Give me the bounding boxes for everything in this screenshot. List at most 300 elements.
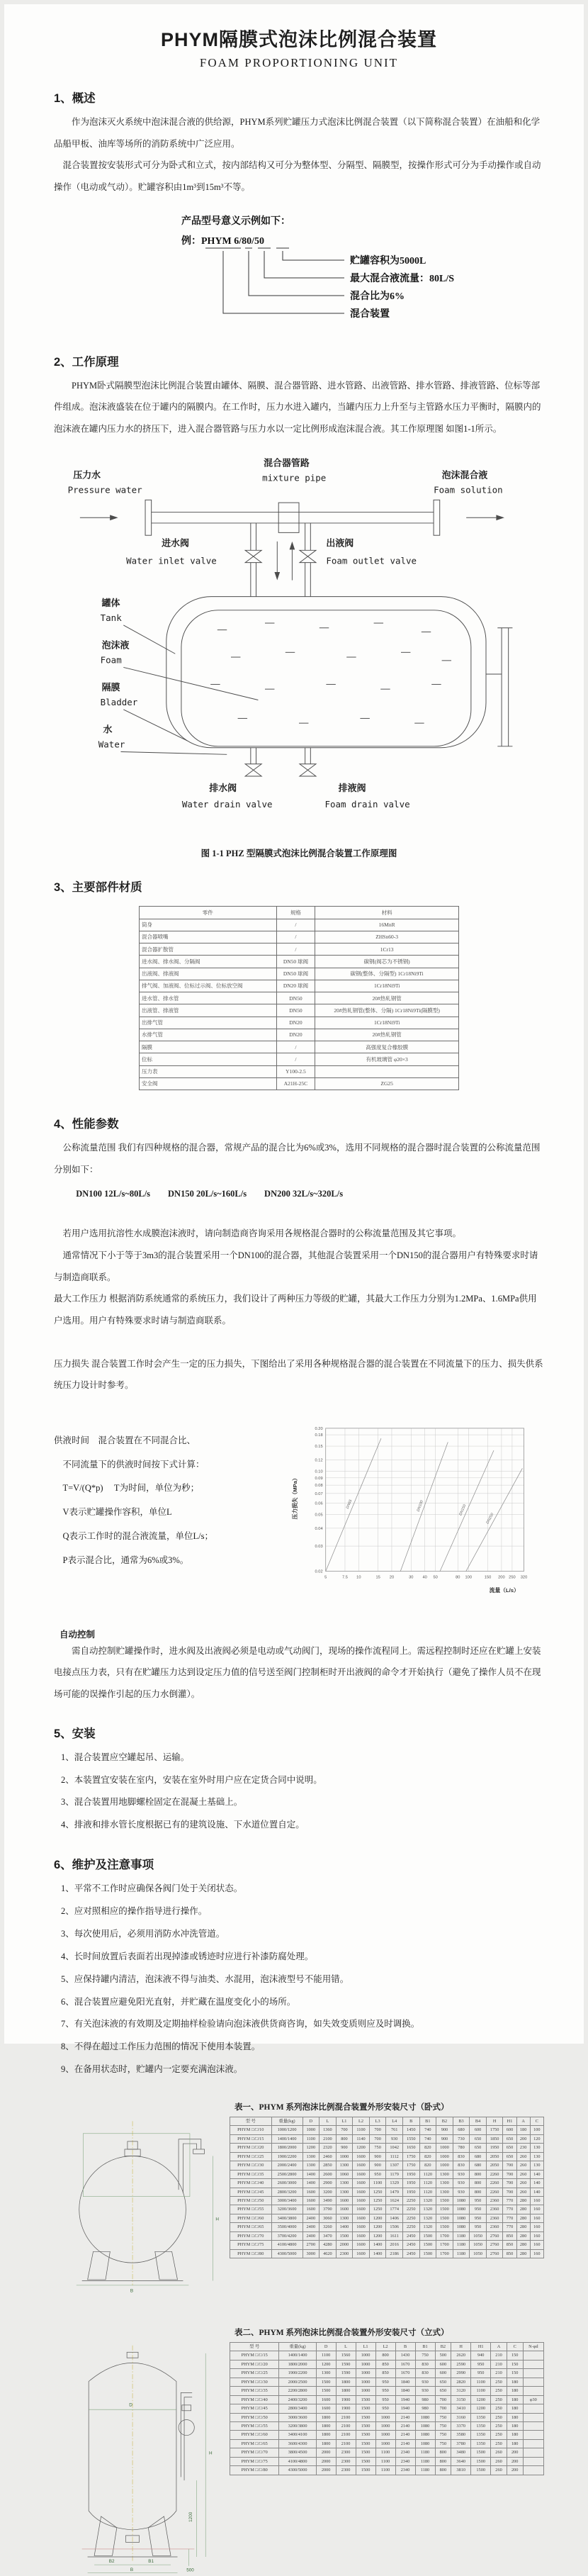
cell: 1500 — [356, 2395, 375, 2404]
cell: 1080 — [415, 2421, 435, 2430]
table-row — [230, 2144, 544, 2152]
column-header: 型 号 — [230, 2117, 272, 2126]
x-tick-label: 40 — [422, 1575, 427, 1580]
cell: 1100 — [375, 2448, 395, 2457]
cell: 2340 — [395, 2466, 415, 2475]
list-item: 5、应保持罐内清洁，泡沫液不得与油类、水混用，泡沫液型号不能用错。 — [61, 1973, 349, 1984]
table-row — [230, 2431, 544, 2439]
list-item: 7、有关泡沫液的有效期及定期抽样检验请向泡沫液供货商咨询，如失效变质则应及时调换。 — [61, 2019, 420, 2029]
cell: 2100 — [320, 2134, 337, 2143]
cell: 1100 — [316, 2351, 336, 2360]
cell: 1Cr13 — [315, 943, 459, 956]
svg-text:B: B — [130, 2288, 134, 2294]
cell: 2460 — [320, 2152, 337, 2161]
cell: 1100 — [375, 2466, 395, 2475]
cell: 1600 — [303, 2196, 320, 2205]
cell: 700 — [369, 2126, 386, 2134]
table-row — [230, 2126, 544, 2134]
cell: 830 — [415, 2369, 435, 2378]
cell: 1350 — [471, 2413, 491, 2421]
cell: 250 — [491, 2395, 507, 2404]
cell: 2250 — [402, 2196, 419, 2205]
dim-label-b1: B1 — [148, 2558, 154, 2564]
cell: 出排气管 — [140, 1017, 277, 1029]
cell: 930 — [415, 2387, 435, 2395]
cell: DN20 — [276, 1017, 315, 1029]
table-row — [140, 980, 459, 992]
column-header: H1 — [503, 2117, 516, 2126]
cell: 2800/3200 — [271, 2188, 303, 2196]
cell: 180 — [516, 2126, 530, 2134]
section-overview-heading: 1、概述 — [54, 92, 96, 105]
cell: 800 — [470, 2170, 487, 2178]
cell: 1350 — [471, 2439, 491, 2448]
cell: 1900/2200 — [279, 2369, 316, 2378]
cell: 280 — [516, 2249, 530, 2258]
supply-time-block — [54, 1399, 288, 1573]
section-principle-heading: 2、工作原理 — [54, 355, 119, 369]
section-performance-heading: 4、性能参数 — [54, 1118, 119, 1131]
performance-p4: 最大工作压力 根据消防系统通常的系统压力，我们设计了两种压力等级的贮罐，其最大工作压力分别为1.2MPa、1.6MPa供用户选用。用户有特殊要求时请与制造商联系。 — [54, 1294, 537, 1326]
cell: 1800 — [316, 2431, 336, 2439]
cell: 2300 — [336, 2448, 356, 2457]
pressure-water-label-en: Pressure water — [67, 485, 142, 496]
x-tick-label: 320 — [520, 1575, 528, 1580]
series-line-DN100 — [400, 1442, 448, 1571]
list-item: 2、本装置宜安装在室内，安装在室外时用户应在定货合同中说明。 — [61, 1774, 322, 1785]
auto-control-paragraph: 需自动控制贮罐操作时，进水阀及出液阀必须是电动或气动阀门，现场的操作流程同上。需远程控制时还应在贮罐上安装电接点压力表，只有在贮罐压力达到设定压力值的信号送至阀门控制柜时开出液阀的命令才开始执行（避免了操作人员不在现场可能的误操作引起的压力水倒灌）。 — [54, 1645, 541, 1699]
cell: PHYM □/□/40 — [230, 2395, 279, 2404]
cell: 250 — [491, 2387, 507, 2395]
foam-drain-label-cn: 排液阀 — [338, 783, 366, 794]
cell: 2620 — [451, 2351, 471, 2360]
auto-control-heading: 自动控制 — [60, 1629, 96, 1640]
cell: 1200 — [303, 2144, 320, 2152]
water-label-en: Water — [98, 739, 125, 751]
cell: 1600 — [303, 2205, 320, 2214]
cell: 180 — [507, 2387, 523, 2395]
cell: 260 — [491, 2466, 507, 2475]
table-row — [230, 2170, 544, 2178]
cell: 800 — [375, 2351, 395, 2360]
cell: 4100/4800 — [271, 2241, 303, 2249]
y-tick-label: 0.02 — [315, 1569, 323, 1574]
cell: 750 — [435, 2431, 451, 2439]
cell: PHYM □/□/25 — [230, 2369, 279, 2378]
cell: 20#热轧钢管(整体、分隔) 1Cr18Ni9Ti(隔膜型) — [315, 1004, 459, 1017]
cell: 1080 — [453, 2196, 470, 2205]
cell: 260 — [516, 2188, 530, 2196]
cell: 210 — [491, 2369, 507, 2378]
cell: 1400 — [369, 2241, 386, 2249]
callout-volume: 贮罐容积为5000L — [350, 255, 426, 267]
cell: 2450 — [402, 2249, 419, 2258]
cell: 筒身 — [140, 919, 277, 931]
model-example-text: 例：PHYM 6/80/50 — [181, 235, 265, 247]
cell: 160 — [530, 2205, 543, 2214]
table-row — [140, 1053, 459, 1065]
water-inlet-label-en: Water inlet valve — [126, 555, 217, 566]
list-item: 3、混合装置用地脚螺栓固定在混凝土基础上。 — [61, 1797, 243, 1808]
cell: PHYM □/□/50 — [230, 2196, 272, 2205]
y-tick-label: 0.18 — [315, 1433, 323, 1438]
cell: 950 — [375, 2378, 395, 2386]
y-tick-label: 0.10 — [315, 1469, 323, 1474]
cell: 2450 — [402, 2241, 419, 2249]
document-page — [4, 4, 584, 2573]
cell — [523, 2421, 543, 2430]
cell: 280 — [516, 2205, 530, 2214]
cell: 1100 — [471, 2378, 491, 2386]
cell: 950 — [369, 2170, 386, 2178]
cell: 1320 — [419, 2205, 436, 2214]
cell: 1950 — [486, 2144, 503, 2152]
cell: 3000/3400 — [271, 2196, 303, 2205]
cell: 1940 — [395, 2395, 415, 2404]
overview-paragraph-2: 混合装置按安装形式可分为卧式和立式，按内部结构又可分为整体型、分隔型、隔膜型，按操作形式可分为手动操作或自动操作（电动或气动）。贮罐容积由1m³到15m³不等。 — [54, 160, 541, 192]
section-materials-heading: 3、主要部件材质 — [54, 881, 142, 895]
list-item: 1、混合装置应空罐起吊、运输。 — [61, 1752, 190, 1762]
callout-line-volume — [283, 251, 344, 260]
cell: 16MnR — [315, 919, 459, 931]
table-row — [230, 2466, 544, 2475]
cell: 1600 — [353, 2196, 370, 2205]
cell: 1800 — [316, 2421, 336, 2430]
table-row — [230, 2152, 544, 2161]
cell: 1611 — [386, 2231, 403, 2240]
cell: 2820 — [451, 2378, 471, 2386]
cell: 1800 — [336, 2387, 356, 2395]
cell: 800 — [435, 2457, 451, 2465]
pressure-loss-chart — [288, 1399, 544, 1623]
cell: 2000 — [336, 2241, 353, 2249]
cell: 1700 — [436, 2249, 453, 2258]
cell: PHYM □/□/25 — [230, 2152, 272, 2161]
cell: PHYM □/□/20 — [230, 2360, 279, 2368]
cell: 4280 — [320, 2241, 337, 2249]
cell: 1350 — [471, 2421, 491, 2430]
cell: 3600/4300 — [279, 2439, 316, 2448]
table-row — [140, 1004, 459, 1017]
water-drain-label-cn: 排水阀 — [209, 783, 237, 794]
model-callout-svg — [132, 208, 528, 330]
foam-solution-label-en: Foam solution — [434, 485, 503, 496]
water-inlet-label-cn: 进水阀 — [162, 537, 189, 549]
cell: 740 — [419, 2134, 436, 2143]
cell: 2400/3200 — [279, 2395, 316, 2404]
cell: PHYM □/□/55 — [230, 2421, 279, 2430]
cell: 830 — [453, 2161, 470, 2170]
list-item: 4、排液和排水管长度根据已有的建筑设施、下水道位置自定。 — [61, 1820, 305, 1830]
cell: 排气阀、加液阀、位标过示阀、位标放空阀 — [140, 980, 277, 992]
cell: 160 — [530, 2249, 543, 2258]
cell: 1500 — [356, 2421, 375, 2430]
cell: 260 — [516, 2170, 530, 2178]
cell: 1100 — [303, 2134, 320, 2143]
column-header: L — [336, 2343, 356, 2351]
cell: 1200 — [369, 2214, 386, 2222]
cell: PHYM □/□/45 — [230, 2404, 279, 2413]
cell — [523, 2369, 543, 2378]
table-row — [140, 1077, 459, 1090]
cell: 700 — [336, 2126, 353, 2134]
cell: PHYM □/□/60 — [230, 2214, 272, 2222]
y-axis-title: 压力损失（MPa） — [292, 1474, 299, 1520]
table-row — [140, 992, 459, 1004]
bladder-label-en: Bladder — [100, 697, 138, 708]
cell: 2800/3400 — [279, 2404, 316, 2413]
cell: 1850 — [486, 2134, 503, 2143]
cell: PHYM □/□/65 — [230, 2223, 272, 2231]
cell: 2850 — [320, 2161, 337, 2170]
cell: 2260 — [486, 2170, 503, 2178]
vertical-tank-drawing — [54, 2342, 222, 2576]
cell: DN20 — [276, 1029, 315, 1041]
cell: 1750 — [402, 2161, 419, 2170]
table-row — [230, 2413, 544, 2421]
cell: 1300 — [316, 2369, 336, 2378]
cell: 1590 — [336, 2360, 356, 2368]
cell: 1900/2200 — [271, 2152, 303, 2161]
cell: 2360 — [486, 2205, 503, 2214]
cell: 900 — [369, 2152, 386, 2161]
series-label: DN200 — [485, 1512, 495, 1525]
column-header: B1 — [415, 2343, 435, 2351]
cell: 1840 — [395, 2378, 415, 2386]
list-item: 9、在备用状态时，贮罐内一定要充满泡沫液。 — [61, 2064, 243, 2075]
cell: 1250 — [369, 2196, 386, 2205]
cell: 150 — [507, 2369, 523, 2378]
cell: 1000 — [436, 2161, 453, 2170]
cell: 1900 — [336, 2395, 356, 2404]
cell: 750 — [435, 2421, 451, 2430]
cell: 950 — [470, 2196, 487, 2205]
cell: 280 — [516, 2241, 530, 2249]
cell: 3580 — [451, 2431, 471, 2439]
cell: 水排气管 — [140, 1029, 277, 1041]
cell: A21H-25C — [276, 1077, 315, 1090]
cell: 3490 — [320, 2196, 337, 2205]
tank-label-en: Tank — [100, 612, 122, 624]
list-item: 1、平常不工作时应确保各阀门处于关闭状态。 — [61, 1883, 243, 1894]
table2-caption: 表二、PHYM 系列泡沫比例混合装置外形安装尺寸（立式） — [234, 2329, 449, 2337]
cell: 有机玻璃管 φ20×3 — [315, 1053, 459, 1065]
series-line-DN150 — [440, 1450, 494, 1571]
cell: 2000 — [316, 2448, 336, 2457]
cell: 160 — [530, 2214, 543, 2222]
page-title: PHYM隔膜式泡沫比例混合装置 — [160, 29, 437, 50]
cell: 950 — [375, 2387, 395, 2395]
cell: 1100 — [471, 2387, 491, 2395]
table-row — [230, 2360, 544, 2368]
y-tick-label: 0.09 — [315, 1476, 323, 1481]
cell: 2760 — [486, 2231, 503, 2240]
cell: 650 — [503, 2152, 516, 2161]
cell: 1600 — [353, 2214, 370, 2222]
cell: 1500 — [471, 2448, 491, 2457]
cell: 800 — [470, 2179, 487, 2188]
cell: 850 — [503, 2231, 516, 2240]
cell: 600 — [435, 2360, 451, 2368]
cell: 1650 — [402, 2144, 419, 2152]
cell: 1560 — [336, 2351, 356, 2360]
cell: 250 — [491, 2404, 507, 2413]
cell: 1120 — [419, 2170, 436, 2178]
column-header: L2 — [353, 2117, 370, 2126]
cell: 3640 — [451, 2457, 471, 2465]
bladder-label-cn: 隔膜 — [101, 682, 120, 693]
cell: 3060 — [320, 2214, 337, 2222]
cell: 1Cr18Ni9Ti — [315, 980, 459, 992]
cell: 750 — [415, 2351, 435, 2360]
cell: 压力表 — [140, 1065, 277, 1077]
foam-outlet-valve-symbol — [300, 551, 316, 563]
cell: 3410 — [451, 2404, 471, 2413]
cell: 130 — [530, 2144, 543, 2152]
cell: 650 — [470, 2134, 487, 2143]
cell: 3120 — [451, 2387, 471, 2395]
cell: 850 — [375, 2360, 395, 2368]
cell: 1Cr18Ni9Ti — [315, 1017, 459, 1029]
cell: 混合器喷嘴 — [140, 931, 277, 943]
cell: 1350 — [471, 2431, 491, 2439]
cell: 1100 — [369, 2179, 386, 2188]
cell: 800 — [470, 2188, 487, 2196]
cell: 1140 — [353, 2134, 370, 2143]
column-header: 规格 — [276, 907, 315, 919]
cell: 1300 — [436, 2170, 453, 2178]
cell: 850 — [503, 2241, 516, 2249]
cell: 1600 — [303, 2188, 320, 2196]
cell: 100 — [530, 2126, 543, 2134]
dim-label-b: B — [130, 2567, 134, 2572]
cell: 1000 — [375, 2413, 395, 2421]
y-tick-label: 0.15 — [315, 1444, 323, 1449]
cell: 3160 — [451, 2413, 471, 2421]
cell: 1000 — [336, 2152, 353, 2161]
page-subtitle: FOAM PROPORTIONING UNIT — [199, 56, 399, 69]
cell: 1180 — [453, 2241, 470, 2249]
cell: 1080 — [453, 2214, 470, 2222]
cell: 2300 — [336, 2466, 356, 2475]
y-tick-label: 0.06 — [315, 1501, 323, 1506]
cell: PHYM □/□/30 — [230, 2161, 272, 2170]
mixture-pipe-label-en: mixture pipe — [262, 472, 327, 483]
list-item: 8、不得在超过工作压力范围的情况下使用本装置。 — [61, 2042, 261, 2052]
principle-paragraph: PHYM卧式隔膜型泡沫比例混合装置由罐体、隔膜、混合器管路、进水管路、出液管路、排水管路、排液管路、位标等部件组成。泡沫液盛装在位于罐内的隔膜内。在工作时，压力水进入罐内，当罐内压力上升至与主管路水压力平衡时，隔膜内的泡沫液在罐内压力水的挤压下，进入混合器管路与压力水以一定比例形成泡沫混合液。其工作原理图 如图1-1所示。 — [54, 380, 541, 434]
table-row — [230, 2241, 544, 2249]
cell: 3370 — [451, 2421, 471, 2430]
cell: 1840 — [395, 2387, 415, 2395]
cell: 250 — [491, 2431, 507, 2439]
cell: 1000 — [436, 2144, 453, 2152]
cell: 950 — [470, 2214, 487, 2222]
table-row — [140, 919, 459, 931]
cell: PHYM □/□/45 — [230, 2188, 272, 2196]
cell: 1000 — [303, 2126, 320, 2134]
cell: 20#热轧钢管 — [315, 1029, 459, 1041]
cell: 700 — [369, 2134, 386, 2143]
cell: 1000 — [356, 2360, 375, 2368]
table-row — [230, 2421, 544, 2430]
x-axis-title: 流量（L/s） — [489, 1586, 519, 1594]
cell: 位标 — [140, 1053, 277, 1065]
callout-line-ratio — [249, 251, 344, 296]
cell: 1950 — [402, 2188, 419, 2196]
cell: 2360 — [486, 2196, 503, 2205]
cell: 1320 — [419, 2214, 436, 2222]
cell: 1400 — [336, 2223, 353, 2231]
cell: 1406 — [386, 2214, 403, 2222]
cell: 2590 — [451, 2360, 471, 2368]
water-drain-valve-symbol — [245, 764, 261, 776]
maintenance-list — [54, 1878, 544, 2081]
cell: 1050 — [470, 2249, 487, 2258]
column-header: H1 — [471, 2343, 491, 2351]
cell: PHYM □/□/80 — [230, 2249, 272, 2258]
cell: 1506 — [386, 2223, 403, 2231]
cell: 1300 — [336, 2188, 353, 2196]
cell: 820 — [419, 2152, 436, 2161]
cell: 820 — [419, 2161, 436, 2170]
cell: DN20 球阀 — [276, 980, 315, 992]
cell: 出液阀、排液阀 — [140, 968, 277, 980]
cell: ZG25 — [315, 1077, 459, 1090]
cell: 混合器扩散管 — [140, 943, 277, 956]
pressure-water-label-cn: 压力水 — [73, 469, 101, 481]
cell: 1320 — [419, 2223, 436, 2231]
table-row — [230, 2214, 544, 2222]
x-tick-label: 20 — [389, 1575, 395, 1580]
cell: 950 — [375, 2404, 395, 2413]
cell: 1900 — [336, 2404, 356, 2413]
section-installation-heading: 5、安装 — [54, 1727, 96, 1740]
model-intro: 产品型号意义示例如下： — [181, 215, 290, 227]
cell: PHYM □/□/15 — [230, 2134, 272, 2143]
cell: 1600 — [353, 2231, 370, 2240]
callout-flow: 最大混合液流量：80L/S — [350, 273, 455, 284]
cell — [523, 2457, 543, 2465]
cell: 750 — [435, 2413, 451, 2421]
cell: 930 — [453, 2179, 470, 2188]
cell: ZHSn60-3 — [315, 931, 459, 943]
cell: 3700/4200 — [271, 2231, 303, 2240]
cell: 140 — [530, 2188, 543, 2196]
cell: 2000 — [316, 2466, 336, 2475]
cell: 210 — [491, 2360, 507, 2368]
tank-outline — [166, 597, 486, 748]
cell: 1800 — [316, 2413, 336, 2421]
table-row — [230, 2369, 544, 2378]
cell: 1500 — [356, 2404, 375, 2413]
cell: 1600 — [353, 2170, 370, 2178]
cell: 280 — [516, 2231, 530, 2240]
supply-time-line2: 不同流量下的供液时间按下式计算： — [62, 1459, 205, 1469]
cell: 1400 — [303, 2179, 320, 2188]
cell — [523, 2431, 543, 2439]
cell: 1200 — [353, 2144, 370, 2152]
cell: 1500 — [356, 2466, 375, 2475]
cell: 1250 — [369, 2188, 386, 2196]
table-row — [140, 1017, 459, 1029]
column-header: L1 — [356, 2343, 375, 2351]
column-header: 重量(kg) — [279, 2343, 316, 2351]
column-header: A — [491, 2343, 507, 2351]
cell: 200 — [507, 2448, 523, 2457]
cell: 700 — [435, 2404, 451, 2413]
list-item: 4、长时间放置后表面若出现掉漆或锈迹时应进行补漆防腐处理。 — [61, 1951, 314, 1961]
dim-label-500: 500 — [186, 2567, 194, 2573]
